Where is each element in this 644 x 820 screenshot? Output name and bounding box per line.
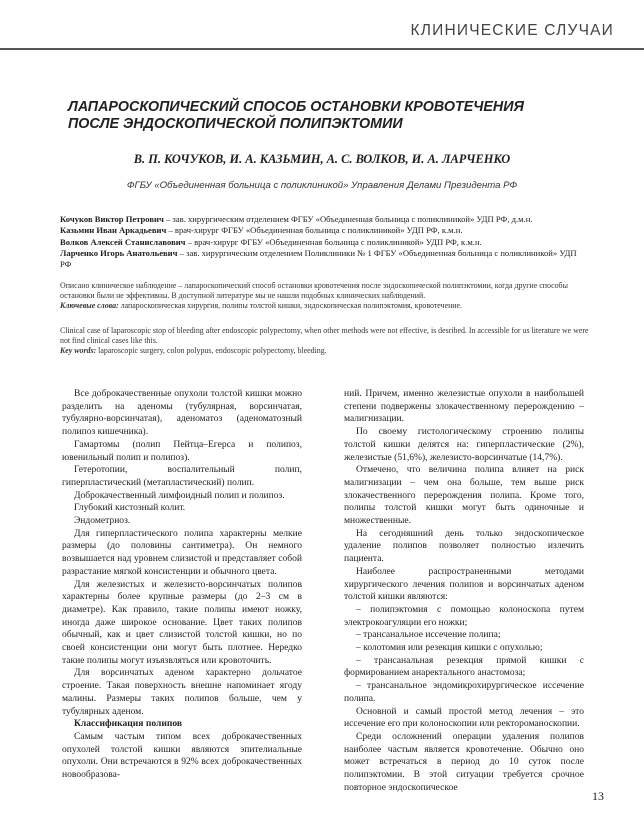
paragraph: Эндометриоз. [74,515,131,527]
article-title [68,99,588,133]
keywords-ru-label: Ключевые слова: [60,301,119,311]
paragraph: На сегодняшний день только эндоскопическое удаление полипов позволяет полностью излечить пациента. [344,527,584,565]
keywords-en [60,346,590,356]
page-number: 13 [592,789,604,803]
author-desc: – зав. хирургическим отделением Поликлиники № 1 ФГБУ «Объединенная больница с поликлиникой» УДП РФ [60,247,577,270]
abstract-ru [60,281,590,311]
paragraph: Доброкачественный лимфоидный полип и полипоз. [74,489,285,501]
author-desc: – зав. хирургическим отделением ФГБУ «Объединенная больница с поликлиникой» УДП РФ, д.м.н. [163,214,533,224]
body-column-left [62,388,302,782]
paragraph: Для ворсинчатых аденом характерно дольчатое строение. Такая поверхность внешне напоминает ягоду малины. Размеры таких полипов больше, чем у тубулярных аденом. [62,667,302,717]
paragraph: Самым частым типом всех доброкачественных опухолей толстой кишки являются эпителиальные опухоли. Они встречаются в 92% всех доброкачественных новообразова- [62,730,302,781]
keywords-en-values: laparoscopic surgery, colon polypus, endoscopic polypectomy, bleeding. [96,346,327,356]
affiliation: ФГБУ «Объединенная больница с поликлиникой» Управления Делами Президента РФ [126,180,518,191]
paragraph: По своему гистологическому строению полипы толстой кишки делятся на: гиперпластические (2%), железистые (51,6%), железисто-ворсинчатые (14,7%). [344,426,584,463]
author-name: Ларченко Игорь Анатольевич [60,247,178,258]
title-line-1: ЛАПАРОСКОПИЧЕСКИЙ СПОСОБ ОСТАНОВКИ КРОВОТЕЧЕНИЯ [68,99,524,115]
list-item: – колотомия или резекция кишки с опухолью; [356,642,543,654]
body-column-right [344,388,584,795]
author-desc: – врач-хирург ФГБУ «Объединенная больница с поликлиникой» УДП РФ, к.м.н. [166,225,463,236]
author-info [60,248,590,271]
paragraph: Глубокий кистозный колит. [74,502,186,514]
paragraph-continued: ний. Причем, именно железистые опухоли в наибольшей степени подвержены злокачественному перерождению – малигнизации. [344,388,584,425]
list-item: – трансанальное иссечение полипа; [356,629,501,641]
section-rubric: КЛИНИЧЕСКИЕ СЛУЧАИ [410,22,614,39]
list-item: – трансанальное эндомикрохирургическое иссечение полипа. [344,680,584,704]
paragraph: Отмечено, что величина полипа влияет на риск малигнизации – чем она больше, тем выше риск злокачественного перерождения полипа. Кроме того, полипы толстой кишки могут быть одиночные и множественные. [344,464,584,527]
author-name: Кочуков Виктор Петрович [60,214,164,224]
header-rule [0,48,644,50]
title-line-2: ПОСЛЕ ЭНДОСКОПИЧЕСКОЙ ПОЛИПЭКТОМИИ [68,116,403,132]
paragraph: Среди осложнений операции удаления полипов наиболее частым является кровотечение. Обычно оно может встречаться в период до 10 суток после полипэктомии. В этой ситуации требуется срочное повторное эндоскопическое [344,730,584,793]
list-item: – полипэктомия с помощью колоноскопа путем электрокоагуляции его ножки; [344,603,584,628]
paragraph: Гамартомы (полип Пейтца–Егерса и полипоз, ювенильный полип и полипоз). [62,438,302,463]
paragraph: Гетеротопии, воспалительный полип, гиперпластический (метапластический) полип. [62,464,302,488]
keywords-ru-values: лапароскопическая хирургия, полипы толстой кишки, эндоскопическая полипэктомия, кровотечение. [118,301,463,311]
paragraph: Все доброкачественные опухоли толстой кишки можно разделить на аденомы (тубулярная, ворсинчатая, тубулярно-ворсинчатая), аденоматоз (аденоматозный полипоз кишечника). [62,388,302,438]
abstract-en [60,326,590,356]
author-desc: – врач-хирург ФГБУ «Объединенная больница с поликлиникой» УДП РФ, к.м.н. [185,236,482,247]
abstract-en-text: Clinical case of laparoscopic stop of bleeding after endoscopic polypectomy, when other methods were not effective, is desribed. In accessible for us literature we were not find clinical cases like this. [60,326,589,346]
author-name: Казьмин Иван Аркадьевич [60,225,167,236]
keywords-en-label: Key words: [60,346,97,356]
author-info [60,237,590,248]
paragraph: Наиболее распространенными методами хирургического лечения полипов и ворсинчатых аденом толстой кишки являются: [344,565,584,603]
paragraph: Основной и самый простой метод лечения – это иссечение его при колоноскопии или ректороманоскопии. [344,705,584,730]
author-info-list [60,214,590,270]
paragraph: Для гиперпластического полипа характерны мелкие размеры (до половины сантиметра). Он немного возвышается над уровнем слизистой и представляет собой разрастание мягкой консистенции и обычного цвета. [62,527,302,577]
keywords-ru [60,301,590,311]
author-name: Волков Алексей Станиславович [60,236,186,247]
author-info [60,214,590,225]
authors: В. П. КОЧУКОВ, И. А. КАЗЬМИН, А. С. ВОЛКОВ, И. А. ЛАРЧЕНКО [133,152,511,166]
list-item: – трансанальная резекция прямой кишки с формированием анаректального анастомоза; [344,654,584,679]
section-heading: Классификация полипов [74,718,183,730]
abstract-ru-text: Описано клиническое наблюдение – лапароскопический способ остановки кровотечения после эндоскопической полипэктомии, когда другие способы остановки были не эффективны. В доступной литературе мы не нашли подобных клинических наблюдений. [60,281,568,301]
paragraph: Для железистых и железисто-ворсинчатых полипов характерны более крупные размеры (до 2–3 см в диаметре). Как правило, такие полипы имеют ножку, иногда даже широкое основание. Цвет таких полипов обычный, как и цвет слизистой толстой кишки, но по своей консистенции они могут быть плотнее. Нередко такие полипы могут изъязвляться или кровоточить. [62,578,302,666]
author-info [60,225,590,236]
